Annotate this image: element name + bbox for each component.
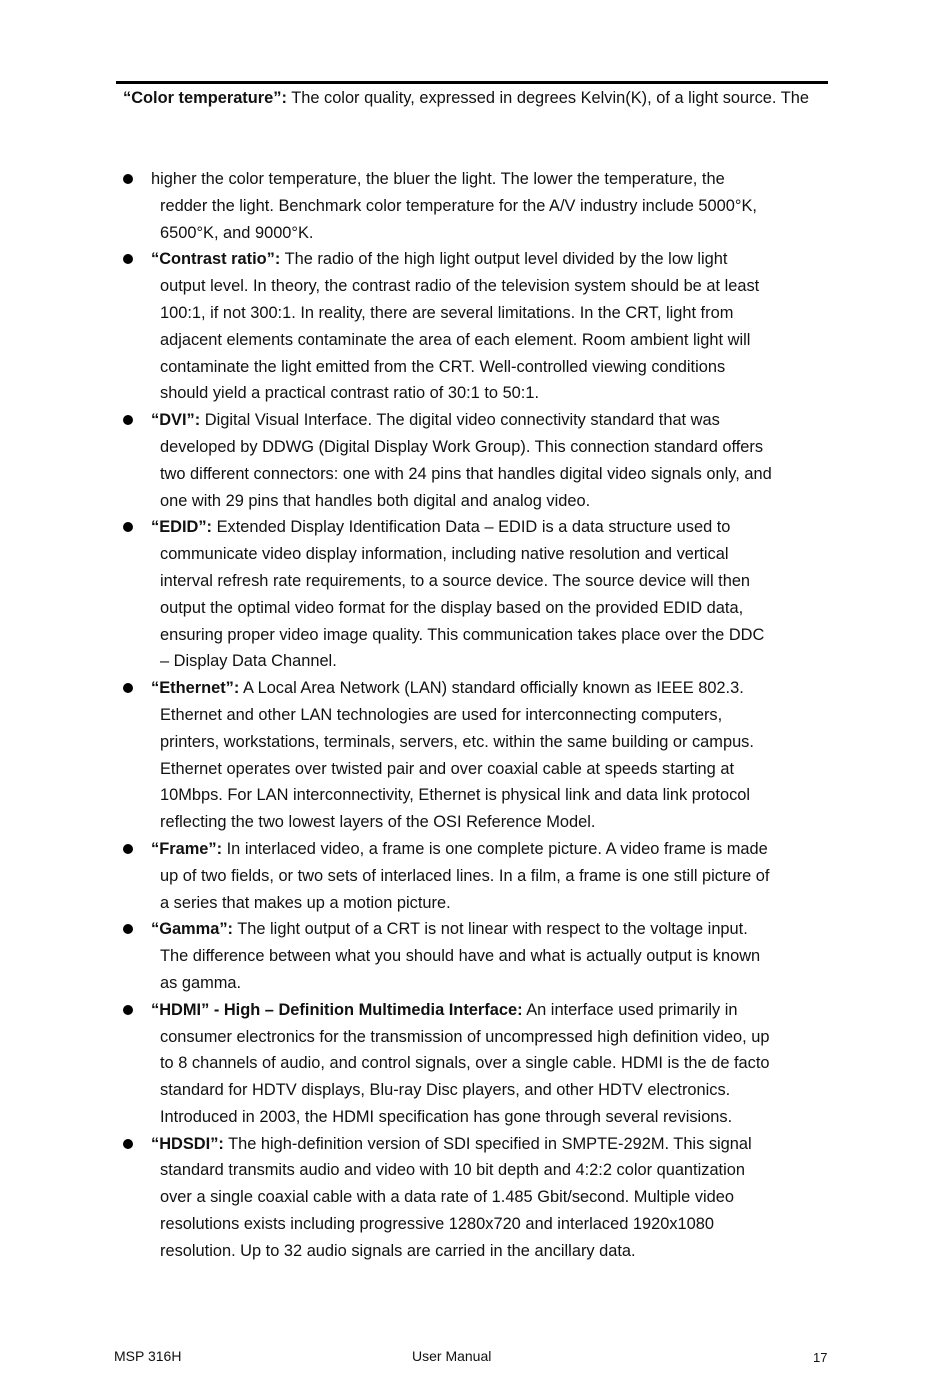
glossary-text: In interlaced video, a frame is one complete picture. A video frame is made [222,839,768,858]
glossary-text: Ethernet and other LAN technologies are used for interconnecting computers, [160,705,723,724]
glossary-line [160,648,843,675]
page-number: 17 [813,1350,828,1365]
intro-text: The color quality, expressed in degrees Kelvin(K), of a light source. The [286,89,809,107]
bullet-icon [123,924,133,934]
glossary-text: The light output of a CRT is not linear with respect to the voltage input. [232,920,748,939]
glossary-item [123,166,843,246]
glossary-text: one with 29 pins that handles both digital and analog video. [160,491,591,510]
glossary-text: resolutions exists including progressive 1280x720 and interlaced 1920x1080 [160,1215,715,1234]
footer-product: MSP 316H [114,1348,182,1364]
glossary-line [160,1211,843,1238]
glossary-line [160,970,843,997]
glossary-item [123,407,843,514]
glossary-line [151,514,843,541]
glossary-text: reflecting the two lowest layers of the OSI Reference Model. [160,813,596,832]
glossary-line [160,354,843,381]
glossary-line [151,166,843,193]
glossary-line [160,273,843,300]
glossary-term: “Ethernet”: [151,679,240,698]
glossary-text: – Display Data Channel. [160,652,337,671]
glossary-line [160,863,843,890]
glossary-term: “Contrast ratio”: [151,250,281,269]
glossary-line [160,1050,843,1077]
glossary-text: resolution. Up to 32 audio signals are carried in the ancillary data. [160,1241,636,1260]
glossary-line [160,1238,843,1265]
glossary-line [160,327,843,354]
glossary-text: redder the light. Benchmark color temperature for the A/V industry include 5000°K, [160,196,757,215]
glossary-term: “HDMI” - High – Definition Multimedia Interface: [151,1000,523,1019]
glossary-text: output the optimal video format for the display based on the provided EDID data, [160,598,744,617]
glossary-text: 100:1, if not 300:1. In reality, there are several limitations. In the CRT, light from [160,303,734,322]
glossary-text: standard for HDTV displays, Blu-ray Disc players, and other HDTV electronics. [160,1081,731,1100]
glossary-text: consumer electronics for the transmission of uncompressed high definition video, up [160,1027,770,1046]
glossary-item [123,916,843,996]
glossary-text: up of two fields, or two sets of interlaced lines. In a film, a frame is one still picture of [160,866,770,885]
glossary-term: “EDID”: [151,518,213,537]
glossary-line [151,836,843,863]
glossary-text: communicate video display information, including native resolution and vertical [160,545,729,564]
glossary-text: adjacent elements contaminate the area of each element. Room ambient light will [160,330,751,349]
glossary-line [160,434,843,461]
bullet-icon [123,683,133,693]
glossary-text: 10Mbps. For LAN interconnectivity, Ethernet is physical link and data link protocol [160,786,751,805]
glossary-text: Introduced in 2003, the HDMI specification has gone through several revisions. [160,1107,733,1126]
glossary-line [160,380,843,407]
glossary-term: “HDSDI”: [151,1134,224,1153]
glossary-text: 6500°K, and 9000°K. [160,223,314,242]
glossary-line [160,488,843,515]
glossary-line [160,193,843,220]
glossary-item [123,1131,843,1265]
glossary-text: standard transmits audio and video with 10 bit depth and 4:2:2 color quantization [160,1161,745,1180]
glossary-line [160,756,843,783]
glossary-item [123,514,843,675]
glossary-line [151,916,843,943]
glossary-text: developed by DDWG (Digital Display Work Group). This connection standard offers [160,437,764,456]
glossary-text: as gamma. [160,973,242,992]
bullet-icon [123,1005,133,1015]
glossary-term: “DVI”: [151,411,201,430]
glossary-line [160,1157,843,1184]
glossary-text: higher the color temperature, the bluer the light. The lower the temperature, the [151,170,725,188]
glossary-text: printers, workstations, terminals, servers, etc. within the same building or campus. [160,732,754,751]
glossary-line [160,943,843,970]
glossary-term: “Frame”: [151,839,223,858]
glossary-text: Extended Display Identification Data – EDID is a data structure used to [212,518,731,537]
glossary-line [160,782,843,809]
glossary-line [160,541,843,568]
glossary-line [160,461,843,488]
glossary-text: The difference between what you should have and what is actually output is known [160,947,761,966]
glossary-line [151,246,843,273]
glossary-text: Digital Visual Interface. The digital video connectivity standard that was [200,411,720,430]
glossary-line [160,702,843,729]
bullet-icon [123,1139,133,1149]
glossary-line [151,997,843,1024]
glossary-line [160,1077,843,1104]
glossary-text: The radio of the high light output level divided by the low light [280,250,728,269]
bullet-icon [123,522,133,532]
glossary-text: a series that makes up a motion picture. [160,893,451,912]
glossary-line [160,1184,843,1211]
glossary-item [123,997,843,1131]
glossary-list [123,166,843,1265]
glossary-line [160,809,843,836]
glossary-text: ensuring proper video image quality. This communication takes place over the DDC [160,625,765,644]
intro-paragraph [123,85,833,112]
bullet-icon [123,254,133,264]
glossary-line [160,220,843,247]
glossary-line [160,1024,843,1051]
glossary-item [123,246,843,407]
bullet-icon [123,415,133,425]
glossary-text: An interface used primarily in [522,1000,738,1019]
glossary-term: “Gamma”: [151,920,233,939]
glossary-text: A Local Area Network (LAN) standard officially known as IEEE 802.3. [239,679,744,698]
glossary-text: contaminate the light emitted from the CRT. Well-controlled viewing conditions [160,357,726,376]
glossary-line [160,1104,843,1131]
glossary-item [123,836,843,916]
glossary-text: output level. In theory, the contrast radio of the television system should be at least [160,277,760,296]
glossary-text: over a single coaxial cable with a data rate of 1.485 Gbit/second. Multiple video [160,1188,735,1207]
header-rule [116,81,828,84]
glossary-text: The high-definition version of SDI specified in SMPTE-292M. This signal [223,1134,752,1153]
intro-term: “Color temperature”: [123,89,287,107]
glossary-text: interval refresh rate requirements, to a source device. The source device will then [160,571,751,590]
glossary-text: to 8 channels of audio, and control signals, over a single cable. HDMI is the de facto [160,1054,770,1073]
glossary-line [160,622,843,649]
glossary-line [151,407,843,434]
glossary-line [160,890,843,917]
glossary-line [160,729,843,756]
glossary-item [123,675,843,836]
glossary-line [160,568,843,595]
glossary-line [151,1131,843,1158]
glossary-line [151,675,843,702]
glossary-line [160,300,843,327]
glossary-text: Ethernet operates over twisted pair and over coaxial cable at speeds starting at [160,759,735,778]
bullet-icon [123,174,133,184]
glossary-line [160,595,843,622]
footer-title: User Manual [412,1348,492,1364]
glossary-text: two different connectors: one with 24 pins that handles digital video signals only, and [160,464,772,483]
glossary-text: should yield a practical contrast ratio of 30:1 to 50:1. [160,384,540,403]
bullet-icon [123,844,133,854]
